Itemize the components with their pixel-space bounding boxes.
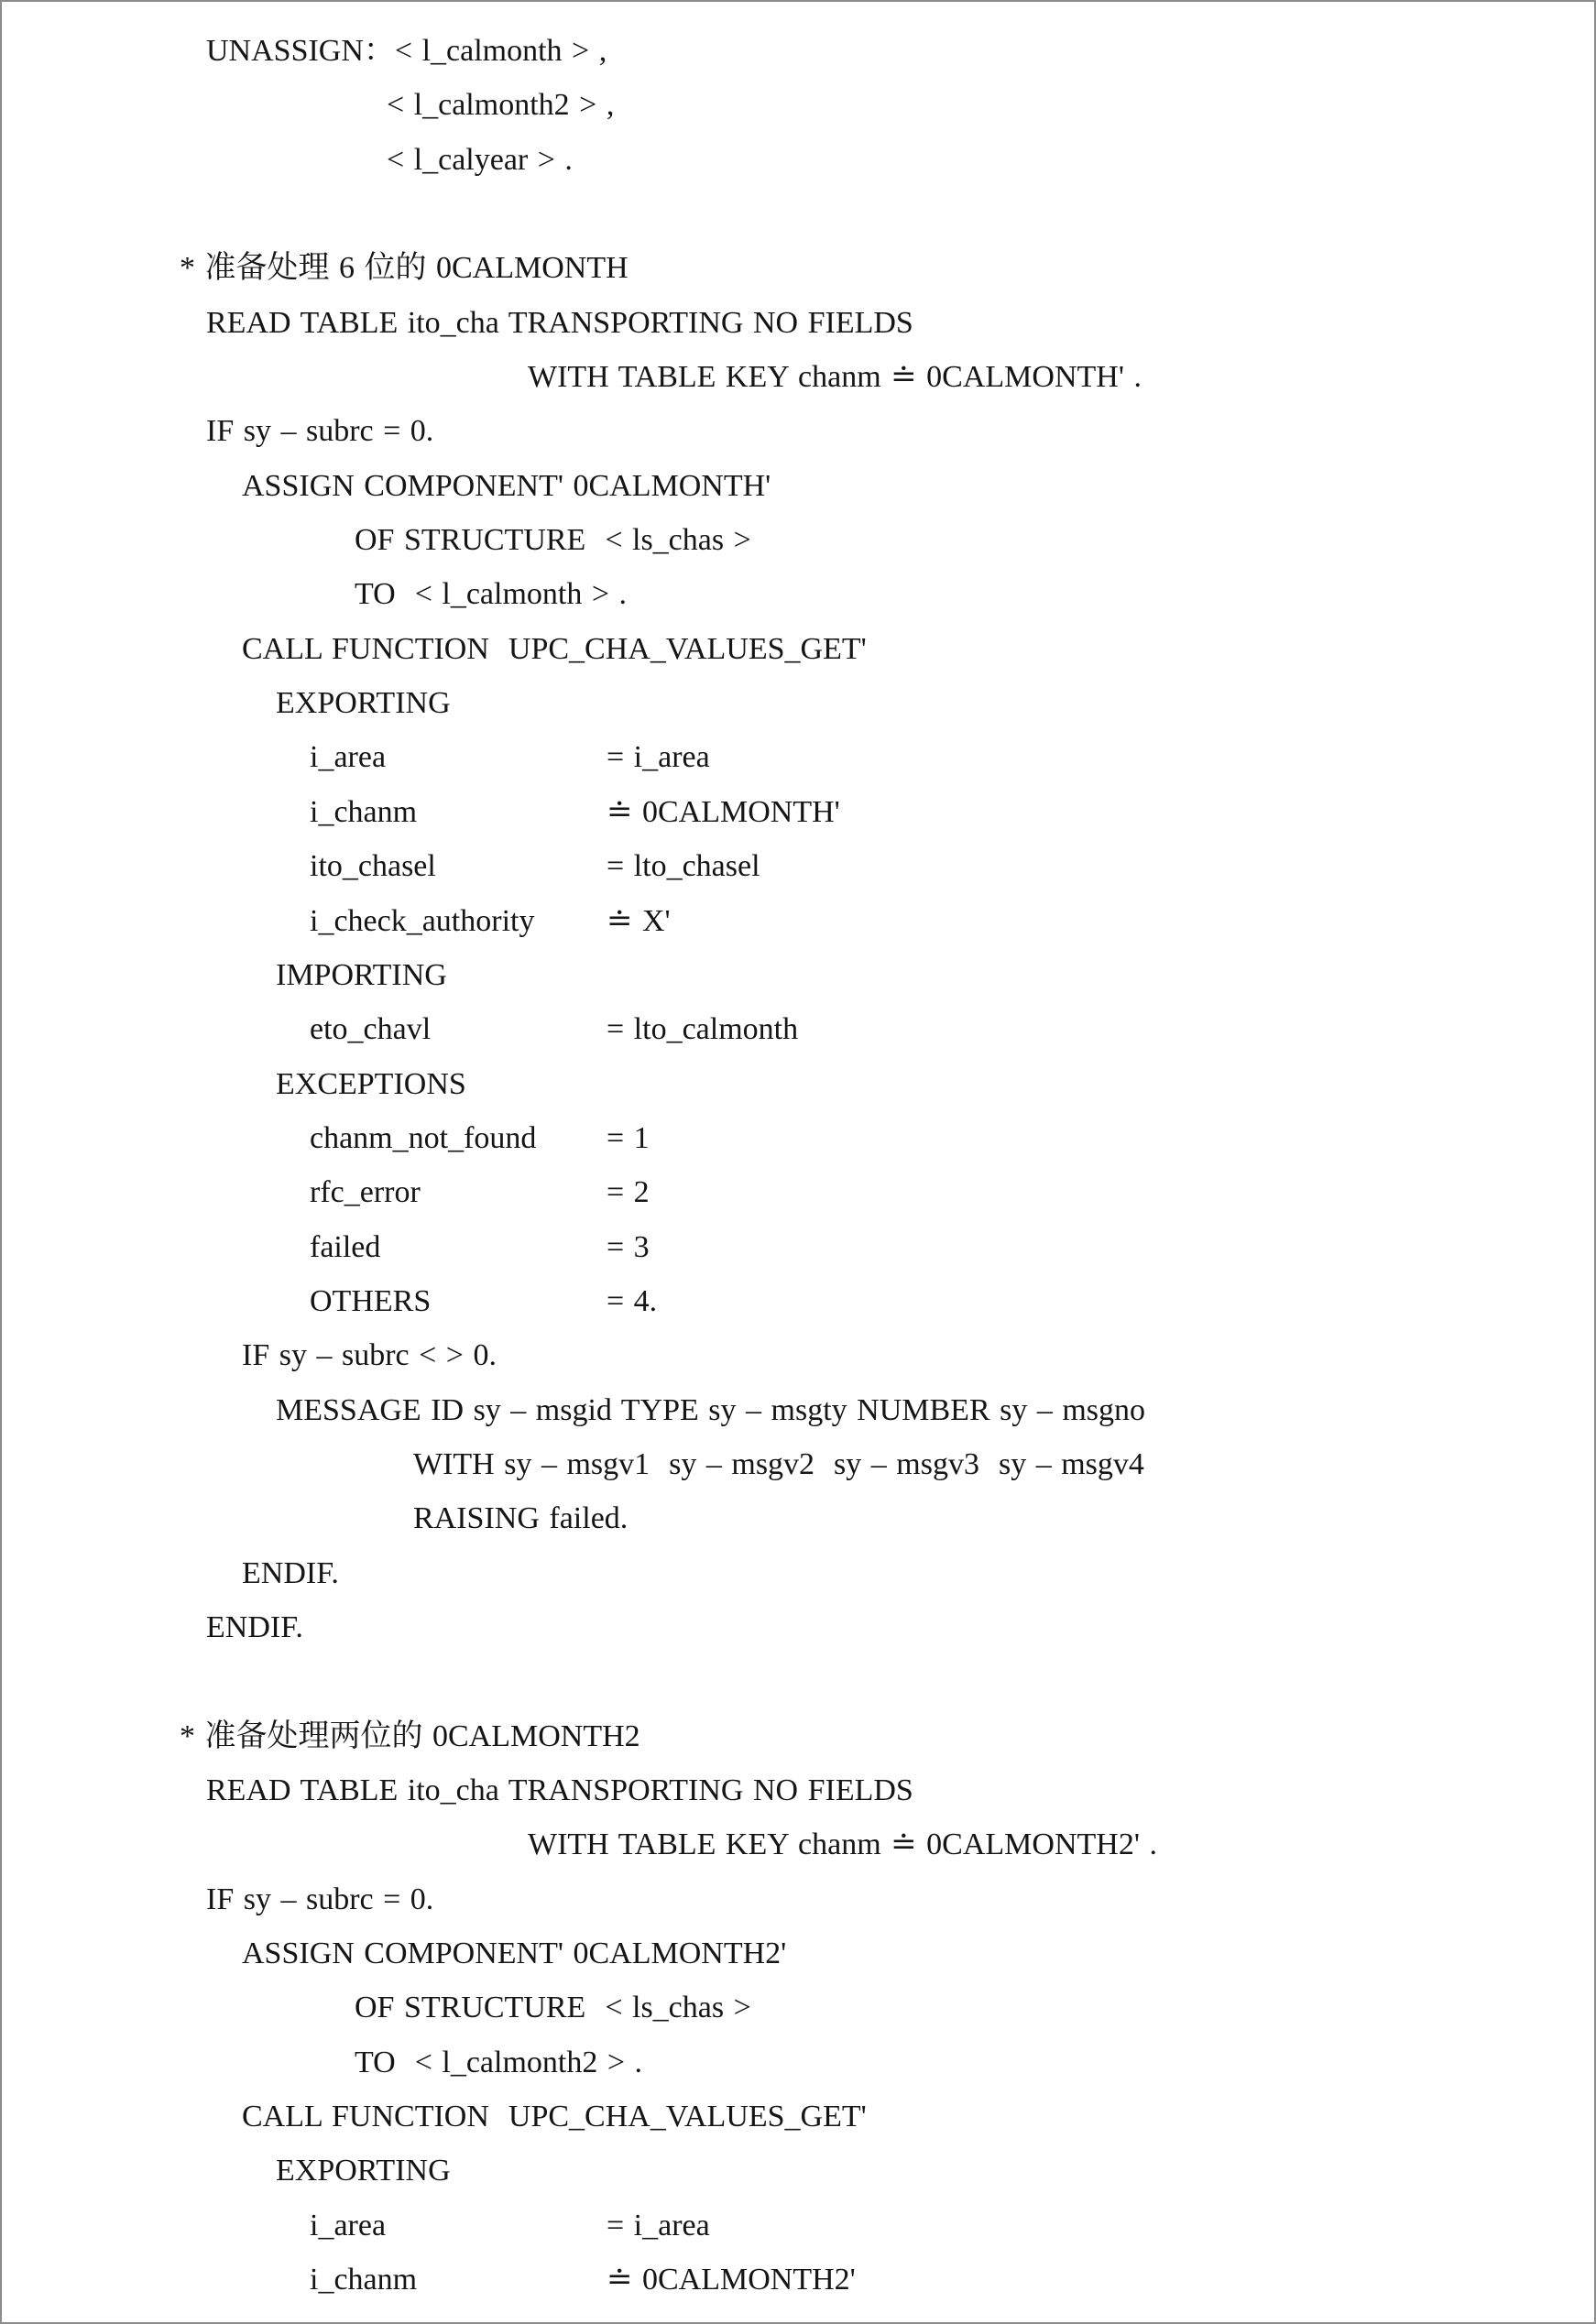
parameter-value: ≐ 0CALMONTH' [607,794,840,829]
code-line [2,1328,1594,1382]
parameter-line [2,1002,1594,1056]
parameter-value: = lto_chasel [607,849,760,884]
exception-name: rfc_error [310,1175,421,1210]
code-line [2,513,1594,567]
code-line [2,1600,1594,1654]
code-line [2,241,1594,295]
code-line [2,2144,1594,2198]
code-line [2,567,1594,621]
code-line [2,404,1594,458]
unassign-statement: UNASSIGN：< l_calmonth > , [206,34,607,68]
exporting-label: EXPORTING [276,686,451,721]
exception-name: chanm_not_found [310,1120,537,1155]
call-function-statement: CALL FUNCTION UPC_CHA_VALUES_GET' [242,2100,867,2134]
message-statement: MESSAGE ID sy – msgid TYPE sy – msgty NUMBER sy – msgno [276,1392,1146,1427]
with-table-key-clause: WITH TABLE KEY chanm ≐ 0CALMONTH2' . [528,1828,1157,1862]
parameter-value: ≐ X' [607,903,671,938]
endif-statement: ENDIF. [242,1555,339,1590]
code-line [2,1817,1594,1871]
code-line [2,676,1594,730]
parameter-value: = lto_calmonth [607,1012,799,1047]
to-clause: TO < l_calmonth > . [355,577,628,612]
assign-component-statement: ASSIGN COMPONENT' 0CALMONTH2' [242,1937,787,1971]
read-table-statement: READ TABLE ito_cha TRANSPORTING NO FIELDS [206,1773,913,1807]
endif-statement: ENDIF. [206,1609,303,1644]
parameter-line [2,2199,1594,2253]
with-table-key-clause: WITH TABLE KEY chanm ≐ 0CALMONTH' . [528,360,1142,395]
code-line [2,2035,1594,2089]
code-line [2,1926,1594,1980]
raising-clause: RAISING failed. [413,1501,629,1536]
parameter-line [2,894,1594,948]
exception-value: = 1 [607,1120,650,1155]
blank-line [2,187,1594,241]
message-with-clause: WITH sy – msgv1 sy – msgv2 sy – msgv3 sy – msgv4 [413,1446,1144,1481]
exception-value: = 4. [607,1283,658,1318]
code-line [2,133,1594,187]
exception-value: = 2 [607,1175,650,1210]
parameter-name: i_area [310,740,387,775]
parameter-name: i_check_authority [310,903,535,938]
parameter-line [2,1165,1594,1219]
parameter-value: = i_area [607,2208,710,2242]
code-line [2,1980,1594,2035]
assign-component-statement: ASSIGN COMPONENT' 0CALMONTH' [242,468,771,503]
code-line [2,459,1594,513]
code-line [2,1491,1594,1545]
exception-name: OTHERS [310,1283,432,1318]
exceptions-label: EXCEPTIONS [276,1066,466,1101]
of-structure-clause: OF STRUCTURE < ls_chas > [355,1991,751,2025]
code-line [2,296,1594,350]
code-line [2,1763,1594,1817]
code-line [2,1437,1594,1491]
exception-name: failed [310,1229,381,1264]
parameter-name: i_chanm [310,2263,418,2297]
parameter-line [2,2253,1594,2307]
parameter-line [2,839,1594,893]
code-comment: * 准备处理两位的 0CALMONTH2 [180,1718,640,1753]
parameter-name: i_area [310,2208,387,2242]
exception-value: = 3 [607,1229,650,1264]
code-line [2,1546,1594,1600]
parameter-name: eto_chavl [310,1012,432,1047]
parameter-value: = i_area [607,740,710,775]
code-comment: * 准备处理 6 位的 0CALMONTH [180,251,629,286]
if-statement: IF sy – subrc = 0. [206,1882,434,1916]
read-table-statement: READ TABLE ito_cha TRANSPORTING NO FIELDS [206,305,913,340]
code-line [2,1057,1594,1111]
parameter-line [2,1274,1594,1328]
if-error-statement: IF sy – subrc < > 0. [242,1338,497,1373]
parameter-value: ≐ 0CALMONTH2' [607,2263,856,2297]
code-line [2,78,1594,132]
if-statement: IF sy – subrc = 0. [206,414,434,449]
unassign-continuation: < l_calyear > . [387,142,573,177]
unassign-continuation: < l_calmonth2 > , [387,88,615,123]
exporting-label: EXPORTING [276,2154,451,2188]
of-structure-clause: OF STRUCTURE < ls_chas > [355,523,751,558]
code-line [2,2089,1594,2144]
code-line [2,24,1594,78]
code-line [2,1872,1594,1926]
parameter-line [2,1111,1594,1165]
code-line [2,1383,1594,1437]
code-line [2,622,1594,676]
code-listing [2,24,1594,2307]
parameter-line [2,730,1594,784]
code-line [2,1709,1594,1763]
call-function-statement: CALL FUNCTION UPC_CHA_VALUES_GET' [242,631,867,666]
importing-label: IMPORTING [276,957,447,992]
parameter-name: i_chanm [310,794,418,829]
blank-line [2,1654,1594,1708]
code-line [2,350,1594,404]
parameter-name: ito_chasel [310,849,436,884]
to-clause: TO < l_calmonth2 > . [355,2045,643,2079]
code-line [2,948,1594,1002]
parameter-line [2,785,1594,839]
parameter-line [2,1220,1594,1274]
